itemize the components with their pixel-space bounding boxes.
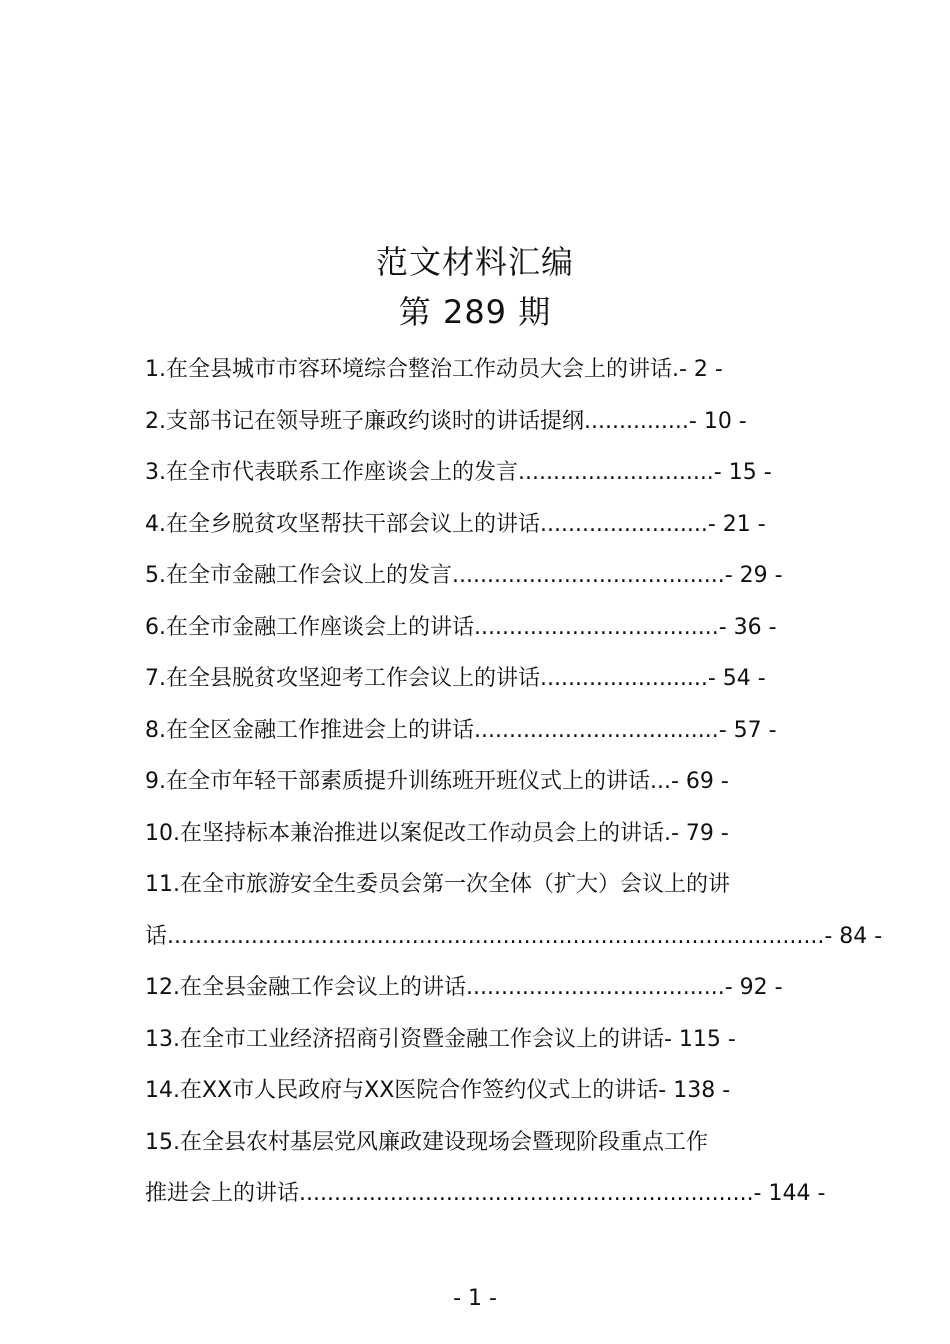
toc-line: 12.在全县金融工作会议上的讲话.....................................- 92 - [145,975,783,1000]
toc-line: 3.在全市代表联系工作座谈会上的发言............................- 15 - [145,460,772,485]
toc-line: 11.在全市旅游安全生委员会第一次全体（扩大）会议上的讲 [145,872,730,897]
document-title: 范文材料汇编 [375,243,574,281]
toc-line: 5.在全市金融工作会议上的发言.......................................- 29 - [145,563,783,588]
toc-line: 8.在全区金融工作推进会上的讲话...................................- 57 - [145,717,777,743]
page-number: - 1 - [453,1286,497,1311]
toc-line: 6.在全市金融工作座谈会上的讲话...................................- 36 - [145,614,777,640]
toc-line: 15.在全县农村基层党风廉政建设现场会暨现阶段重点工作 [145,1129,708,1155]
toc-line: 13.在全市工业经济招商引资暨金融工作会议上的讲话- 115 - [145,1026,736,1052]
toc-line: 9.在全市年轻干部素质提升训练班开班仪式上的讲话...- 69 - [145,769,729,794]
toc-line: 10.在坚持标本兼治推进以案促改工作动员会上的讲话.- 79 - [145,820,729,846]
issue-number: 第 289 期 [398,293,552,331]
toc-line: 推进会上的讲话.................................................................- 144 - [145,1181,826,1206]
toc-line: 14.在XX市人民政府与XX医院合作签约仪式上的讲话- 138 - [145,1078,731,1103]
toc-line: 1.在全县城市市容环境综合整治工作动员大会上的讲话.- 2 - [145,357,723,382]
toc-line: 2.支部书记在领导班子廉政约谈时的讲话提纲...............- 10 - [145,408,747,434]
toc-line: 话..............................................................................................- 84 - [145,923,883,949]
table-of-contents [145,348,950,1224]
toc-line: 4.在全乡脱贫攻坚帮扶干部会议上的讲话........................- 21 - [145,511,766,537]
toc-line: 7.在全县脱贫攻坚迎考工作会议上的讲话........................- 54 - [145,666,766,691]
